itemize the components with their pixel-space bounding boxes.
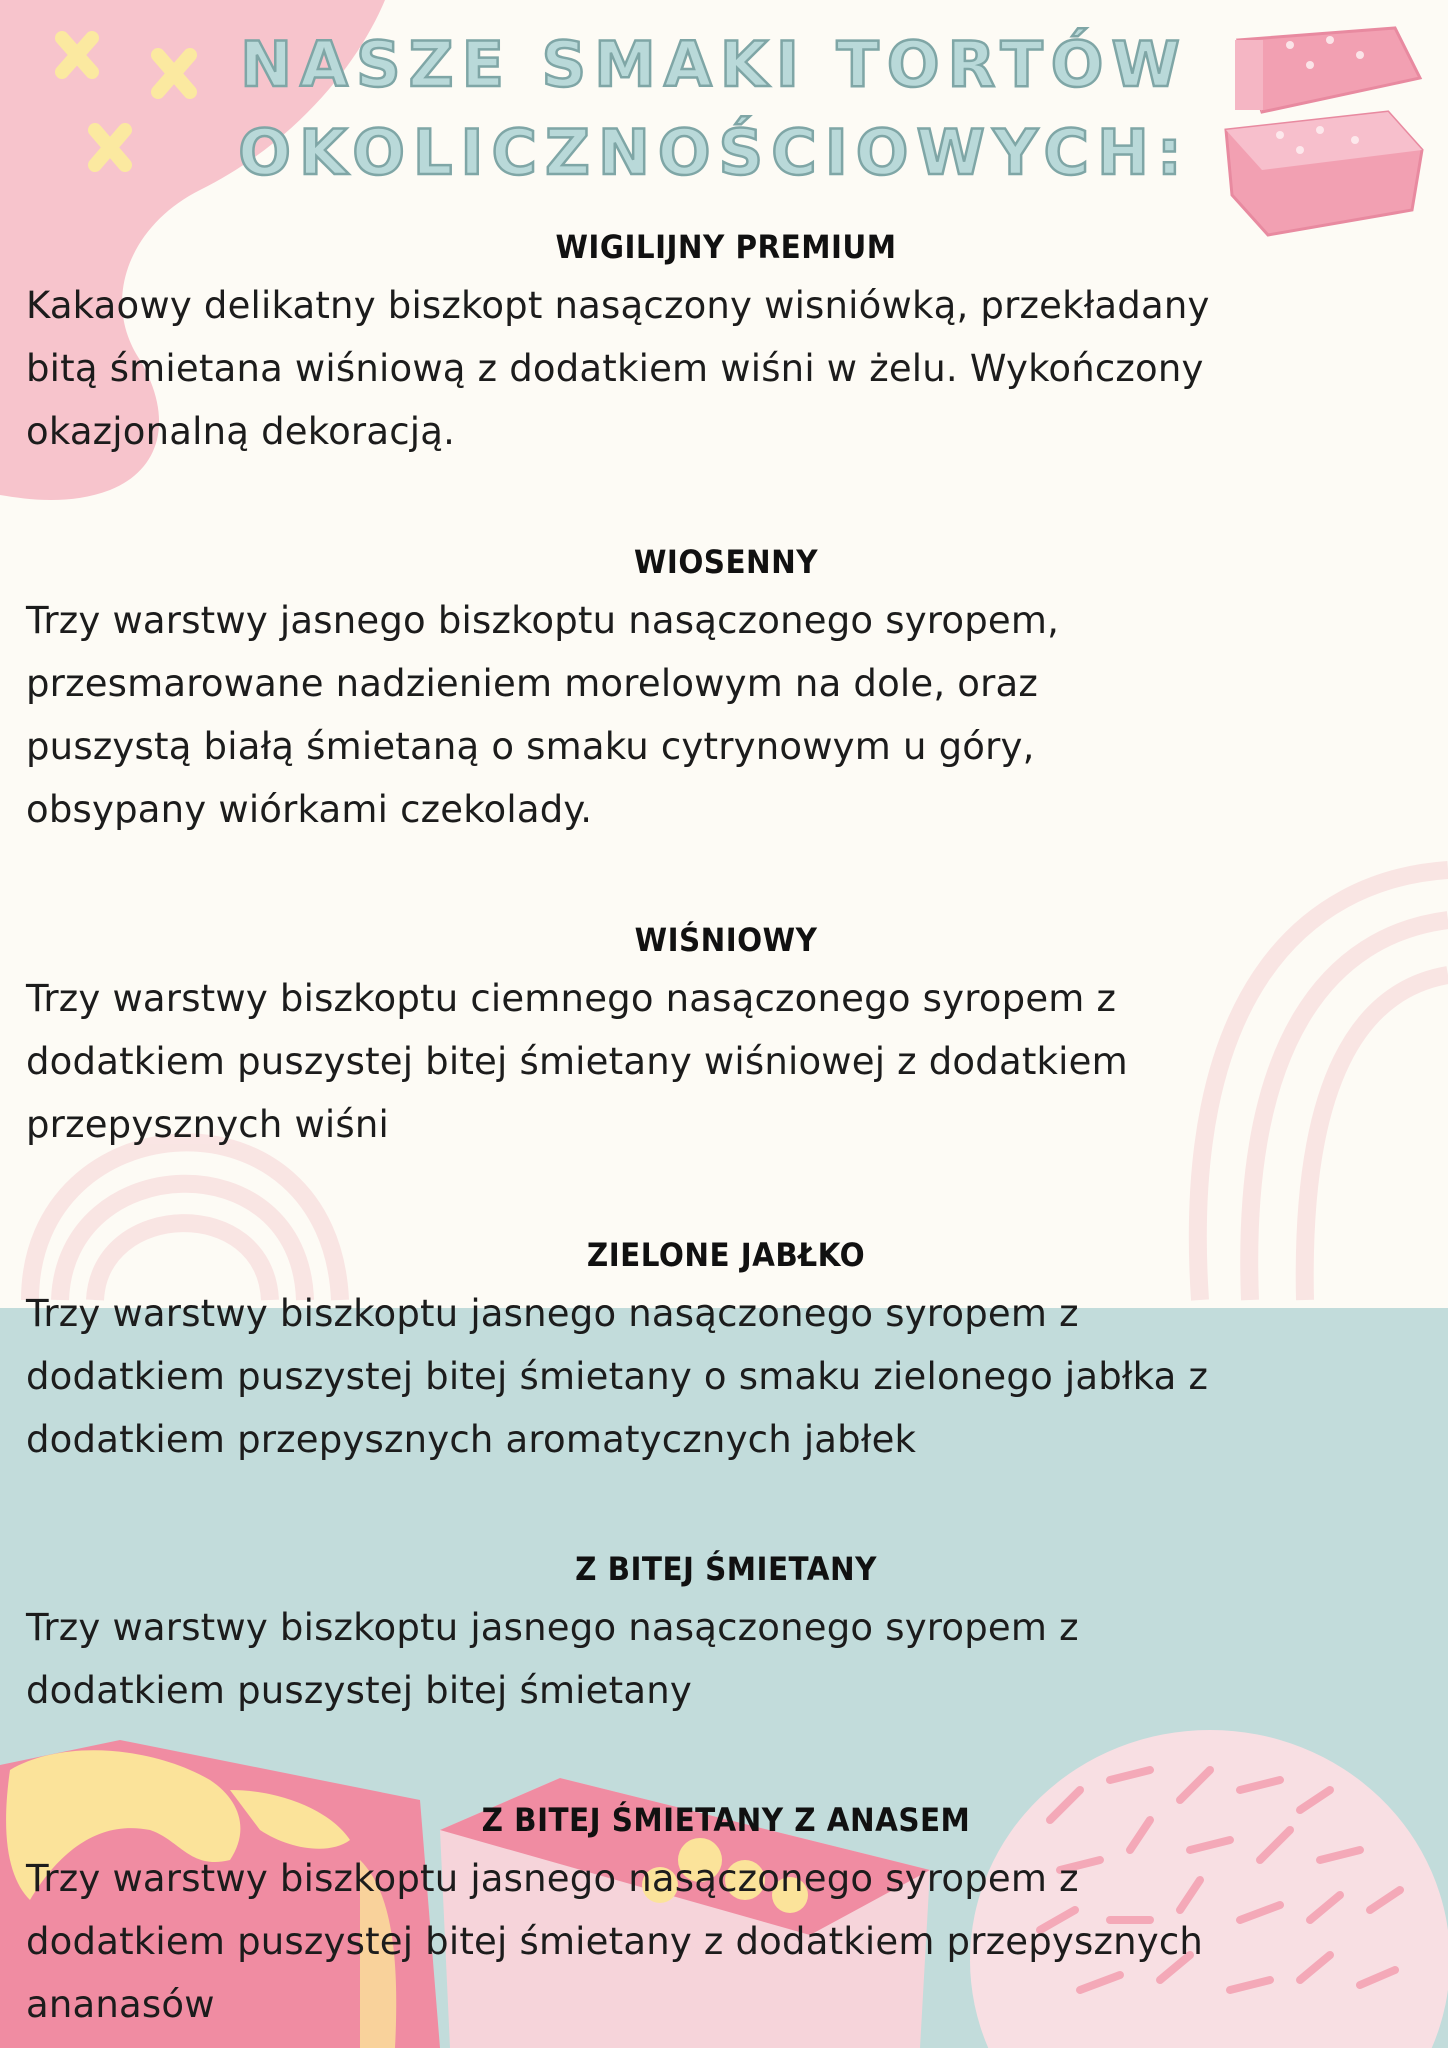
description-line: dodatkiem puszystej bitej śmietany bbox=[26, 1669, 692, 1712]
page-title-line-1: NASZE SMAKI TORTÓW bbox=[240, 28, 1188, 101]
description-line: obsypany wiórkami czekolady. bbox=[26, 788, 593, 831]
description-line: okazjonalną dekoracją. bbox=[26, 410, 456, 453]
description-line: dodatkiem puszystej bitej śmietany z dodatkiem przepysznych bbox=[26, 1920, 1204, 1963]
description-line: Trzy warstwy biszkoptu ciemnego nasączonego syropem z bbox=[26, 977, 1117, 1020]
description-line: przesmarowane nadzieniem morelowym na dole, oraz bbox=[26, 662, 1039, 705]
description-line: Trzy warstwy biszkoptu jasnego nasączonego syropem z bbox=[26, 1857, 1079, 1900]
flavor-description bbox=[26, 967, 1426, 1156]
flavor-heading: Z BITEJ ŚMIETANY bbox=[575, 1550, 877, 1588]
description-line: puszystą białą śmietaną o smaku cytrynowym u góry, bbox=[26, 725, 1035, 768]
flavor-section-wisniowy bbox=[26, 917, 1426, 1156]
flavor-description bbox=[26, 1282, 1426, 1471]
description-line: Trzy warstwy biszkoptu jasnego nasączonego syropem z bbox=[26, 1606, 1079, 1649]
description-line: dodatkiem puszystej bitej śmietany o smaku zielonego jabłka z bbox=[26, 1355, 1209, 1398]
flavor-section-z-anasem bbox=[26, 1797, 1426, 2036]
description-line: dodatkiem przepysznych aromatycznych jabłek bbox=[26, 1418, 917, 1461]
flavor-section-wigilijny bbox=[26, 224, 1426, 463]
flavor-description bbox=[26, 274, 1426, 463]
description-line: Kakaowy delikatny biszkopt nasączony wisniówką, przekładany bbox=[26, 284, 1210, 327]
description-line: Trzy warstwy jasnego biszkoptu nasączonego syropem, bbox=[26, 599, 1060, 642]
flavor-description bbox=[26, 1847, 1426, 2036]
flavor-heading: WIGILIJNY PREMIUM bbox=[555, 228, 897, 266]
flavor-description bbox=[26, 589, 1426, 841]
flavor-heading: Z BITEJ ŚMIETANY Z ANASEM bbox=[481, 1801, 971, 1839]
flavor-heading: WIOSENNY bbox=[633, 543, 819, 581]
description-line: ananasów bbox=[26, 1983, 215, 2026]
description-line: dodatkiem puszystej bitej śmietany wiśniowej z dodatkiem bbox=[26, 1040, 1128, 1083]
flavor-section-wiosenny bbox=[26, 539, 1426, 841]
flavor-section-z-bitej-smietany bbox=[26, 1546, 1426, 1722]
page-title-line-2: OKOLICZNOŚCIOWYCH: bbox=[238, 116, 1190, 189]
flavor-description bbox=[26, 1596, 1426, 1722]
flavor-heading: ZIELONE JABŁKO bbox=[586, 1236, 866, 1274]
flavor-heading: WIŚNIOWY bbox=[634, 921, 818, 959]
description-line: bitą śmietana wiśniową z dodatkiem wiśni w żelu. Wykończony bbox=[26, 347, 1204, 390]
description-line: przepysznych wiśni bbox=[26, 1103, 390, 1146]
description-line: Trzy warstwy biszkoptu jasnego nasączonego syropem z bbox=[26, 1292, 1079, 1335]
flavor-section-zielone-jablko bbox=[26, 1232, 1426, 1471]
